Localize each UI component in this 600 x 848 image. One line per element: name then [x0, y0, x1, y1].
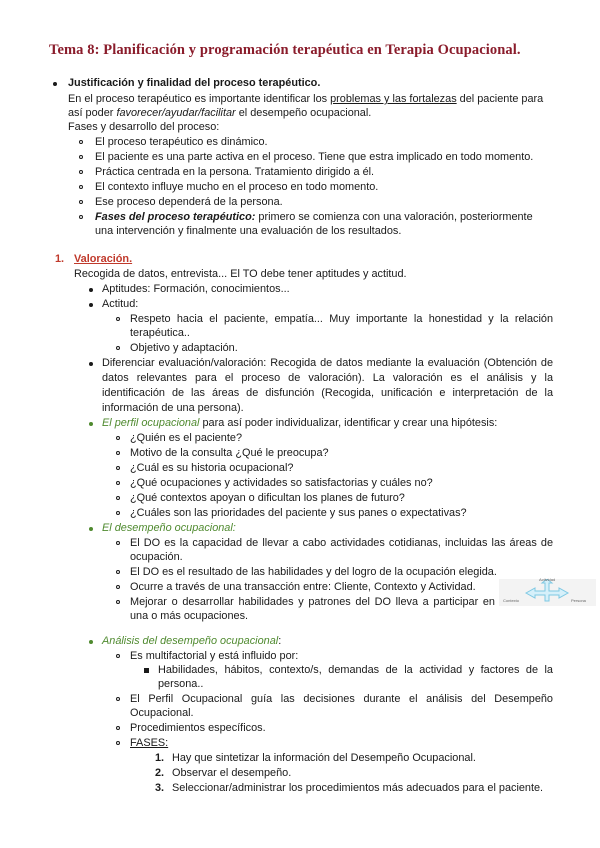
list-item: ¿Quién es el paciente?: [130, 432, 243, 444]
paragraph-line: datos relevantes para el proceso de valoración). La valoración es el análisis y la: [102, 372, 553, 384]
occupation-diagram: [499, 579, 596, 606]
fase-number: 1.: [155, 752, 165, 764]
list-item-continuation: una o más ocupaciones.: [130, 610, 249, 622]
list-item: Objetivo y adaptación.: [130, 342, 238, 354]
diagram-label-left: Contexto: [503, 598, 520, 603]
text-span: para así poder individualizar, identificar y crear una hipótesis:: [199, 417, 498, 429]
bullet-circle: [116, 741, 120, 745]
paragraph-line: identificación de las áreas de disfunción (Recogida, unificación e interpretación de la: [102, 387, 553, 399]
italic-text: favorecer/ayudar/facilitar: [116, 107, 236, 119]
section-heading-justificacion: Justificación y finalidad del proceso terapéutico.: [68, 77, 321, 89]
fase-number: 2.: [155, 767, 165, 779]
list-item: El contexto influye mucho en el proceso en todo momento.: [95, 181, 379, 193]
list-item-continuation: una intervención y finalmente una evaluación de los resultados.: [95, 225, 402, 237]
list-item: El DO es el resultado de las habilidades y del logro de la ocupación elegida.: [130, 566, 497, 578]
bullet-circle: [116, 436, 120, 440]
list-item: Respeto hacia el paciente, empatía... Muy importante la honestidad y la relación: [130, 313, 553, 325]
paragraph-line: Recogida de datos, entrevista... El TO debe tener aptitudes y actitud.: [74, 268, 407, 280]
list-item: [102, 416, 497, 430]
bullet-circle: [116, 585, 120, 589]
fase-item: Seleccionar/administrar los procedimientos más adecuados para el paciente.: [172, 782, 544, 794]
section-heading-valoracion: Valoración.: [74, 253, 133, 265]
list-item: Mejorar o desarrollar habilidades y patrones del DO lleva a participar en: [130, 596, 495, 608]
list-item: El DO es la capacidad de llevar a cabo actividades cotidianas, incluidas las áreas de: [130, 537, 553, 549]
list-item: ¿Cuáles son las prioridades del paciente y sus panes o expectativas?: [130, 507, 467, 519]
bullet-dot: [89, 288, 93, 292]
bullet-circle: [116, 570, 120, 574]
bullet-circle: [116, 466, 120, 470]
bullet-circle: [116, 654, 120, 658]
list-item-continuation: persona..: [158, 678, 204, 690]
paragraph-line: [68, 106, 371, 120]
bullet-circle: [116, 346, 120, 350]
bullet-dot: [53, 82, 57, 86]
green-italic-text: El perfil ocupacional: [102, 417, 200, 429]
paragraph-line: Diferenciar evaluación/valoración: Recogida de datos mediante la evaluación (Obtención de: [102, 357, 553, 369]
paragraph-line: [68, 92, 555, 106]
bullet-circle: [79, 200, 83, 204]
bullet-dot: [89, 303, 93, 307]
bullet-circle: [79, 155, 83, 159]
bullet-circle: [116, 451, 120, 455]
list-item: Práctica centrada en la persona. Tratamiento dirigido a él.: [95, 166, 375, 178]
list-item: Actitud:: [102, 298, 139, 310]
list-item: [95, 210, 533, 224]
bullet-circle: [116, 511, 120, 515]
paragraph-line: información de una persona).: [102, 402, 244, 414]
list-item: ¿Cuál es su historia ocupacional?: [130, 462, 294, 474]
list-item-continuation: Ocupacional.: [130, 707, 194, 719]
text-span: el desempeño ocupacional.: [235, 107, 372, 119]
subsection-analisis: [102, 634, 281, 648]
list-item-continuation: terapéutica..: [130, 327, 190, 339]
list-item: Es multifactorial y está influido por:: [130, 650, 299, 662]
page-title: Tema 8: Planificación y programación terapéutica en Terapia Ocupacional.: [49, 42, 521, 58]
bullet-circle: [79, 215, 83, 219]
section-number: 1.: [55, 253, 65, 265]
bullet-circle: [116, 496, 120, 500]
bullet-circle: [79, 140, 83, 144]
bold-italic-text: Fases del proceso terapéutico:: [95, 211, 256, 223]
list-item: Aptitudes: Formación, conocimientos...: [102, 283, 290, 295]
list-item: Habilidades, hábitos, contexto/s, demandas de la actividad y factores de la: [158, 664, 553, 676]
bullet-circle: [116, 697, 120, 701]
subsection-desempeno: El desempeño ocupacional:: [102, 522, 236, 534]
diagram-label-right: Persona: [571, 598, 586, 603]
list-item: El Perfil Ocupacional guía las decisiones durante el análisis del Desempeño: [130, 693, 553, 705]
green-italic-text: Análisis del desempeño ocupacional: [102, 635, 279, 647]
bullet-circle: [116, 541, 120, 545]
list-item: ¿Qué ocupaciones y actividades so satisfactorias y cuáles no?: [130, 477, 433, 489]
fase-number: 3.: [155, 782, 165, 794]
bullet-circle: [79, 185, 83, 189]
list-item: ¿Qué contextos apoyan o dificultan los planes de futuro?: [130, 492, 405, 504]
text-span: En el proceso terapéutico es importante identificar los: [68, 93, 331, 105]
bullet-circle: [116, 726, 120, 730]
list-item: Ocurre a través de una transacción entre: Cliente, Contexto y Actividad.: [130, 581, 476, 593]
bullet-dot: [89, 422, 93, 426]
bullet-circle: [116, 481, 120, 485]
list-item: El paciente es una parte activa en el proceso. Tiene que estra implicado en todo momento.: [95, 151, 534, 163]
text-span: así poder: [68, 107, 117, 119]
text-span: primero se comienza con una valoración, posteriormente: [255, 211, 533, 223]
text-span: del paciente para: [456, 93, 544, 105]
underlined-text: problemas y las fortalezas: [330, 93, 457, 105]
list-item: Motivo de la consulta ¿Qué le preocupa?: [130, 447, 329, 459]
list-item: El proceso terapéutico es dinámico.: [95, 136, 268, 148]
fases-heading: FASES:: [130, 737, 169, 749]
fase-item: Hay que sintetizar la información del Desempeño Ocupacional.: [172, 752, 476, 764]
bullet-dot: [89, 362, 93, 366]
list-item: Procedimientos específicos.: [130, 722, 266, 734]
paragraph-line: Fases y desarrollo del proceso:: [68, 121, 220, 133]
list-item-continuation: ocupación.: [130, 551, 183, 563]
bullet-circle: [116, 600, 120, 604]
fase-item: Observar el desempeño.: [172, 767, 292, 779]
bullet-dot: [89, 527, 93, 531]
text-span: :: [278, 635, 282, 647]
diagram-label-top: Actividad: [539, 577, 556, 582]
bullet-dot: [89, 640, 93, 644]
bullet-circle: [116, 317, 120, 321]
bullet-circle: [79, 170, 83, 174]
list-item: Ese proceso dependerá de la persona.: [95, 196, 283, 208]
bullet-square: [144, 668, 149, 673]
